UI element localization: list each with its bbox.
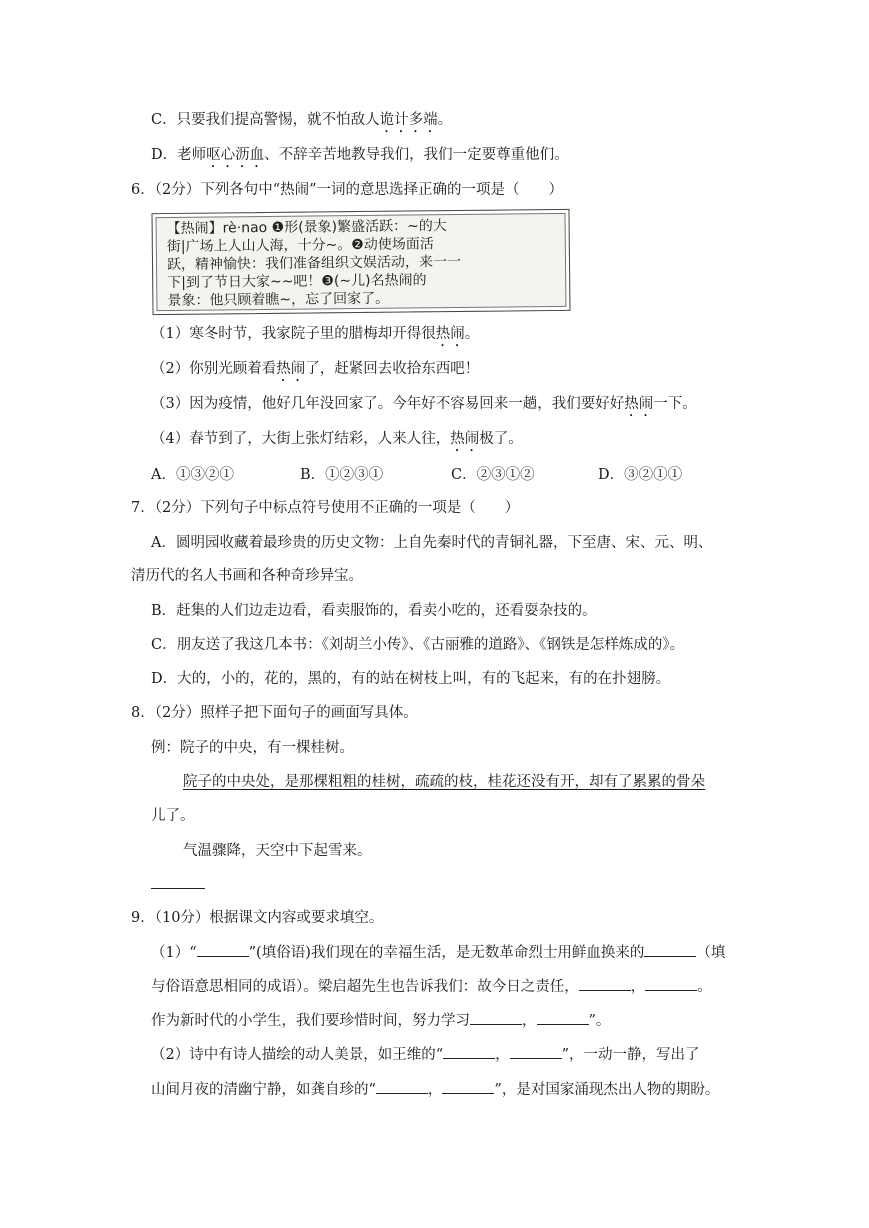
q8-example: 例：院子的中央，有一棵桂树。 (151, 740, 354, 756)
q7-option-a: A．圆明园收藏着最珍贵的历史文物：上自先秦时代的青铜礼器，下至唐、宋、元、明、 (151, 535, 713, 551)
answer-blank[interactable] (197, 942, 249, 957)
dict-line: 【热闹】rè·nao ❶形(景象)繁盛活跃：~的大 (166, 218, 447, 238)
q6-option-b: B．①②③① (300, 467, 384, 483)
q9-line-1: （1）“ ”(填俗语)我们现在的幸福生活，是无数革命烈士用鲜血换来的 （填 (151, 942, 725, 963)
dict-line: 跃，精神愉快：我们准备组织文娱活动，来一一 (166, 253, 462, 274)
q7-stem: 7．（2分）下列句子中标点符号使用不正确的一项是（ ） (131, 500, 520, 516)
q6-stem: 6．（2分）下列各句中“热闹”一词的意思选择正确的一项是（ ） (131, 182, 564, 198)
q8-example-answer-cont: 儿了。 (151, 808, 195, 824)
q7-option-b: B．赶集的人们边走边看，看卖服饰的，看卖小吃的，还看耍杂技的。 (151, 603, 597, 619)
q7-option-c: C．朋友送了我这几本书：《刘胡兰小传》、《古丽雅的道路》、《钢铁是怎样炼成的》。 (151, 637, 685, 653)
emphasized-word: 热闹 (450, 431, 480, 447)
emphasized-word: 热闹 (624, 396, 654, 412)
q7-option-a-cont: 清历代的名人书画和各种奇珍异宝。 (131, 568, 363, 584)
q9-line-5: 山间月夜的清幽宁静，如龚自珍的“ ， ”，是对国家涌现杰出人物的期盼。 (151, 1079, 719, 1100)
q6-sentence-1: （1）寒冬时节，我家院子里的腊梅却开得很热闹。 (151, 326, 480, 342)
q6-option-d: D．③②①① (598, 467, 683, 483)
answer-blank[interactable] (443, 1044, 495, 1059)
q9-line-2: 与俗语意思相同的成语）。梁启超先生也告诉我们：故今日之责任， ， 。 (151, 976, 712, 997)
dict-line: 街|广场上人山人海，十分~。❷动使场面活 (166, 236, 434, 256)
answer-blank[interactable] (644, 942, 696, 957)
emphasized-word: 诡计多端 (379, 112, 438, 128)
answer-blank[interactable] (442, 1079, 494, 1094)
answer-blank[interactable] (376, 1079, 428, 1094)
answer-blank[interactable] (645, 976, 697, 991)
emphasized-word: 热闹 (276, 361, 306, 377)
dict-line: 下|到了节日大家~~吧！❸(~儿)名热闹的 (167, 272, 427, 292)
q6-option-a: A．①③②① (151, 467, 234, 483)
q6-sentence-3: （3）因为疫情，他好几年没回家了。今年好不容易回来一趟，我们要好好热闹一下。 (151, 396, 697, 412)
emphasized-word: 呕心沥血 (206, 147, 265, 163)
dictionary-entry-image (151, 209, 570, 315)
q6-option-c: C．②③①② (451, 467, 535, 483)
q8-task-sentence: 气温骤降，天空中下起雪来。 (183, 843, 372, 859)
q7-option-d: D．大的，小的，花的，黑的，有的站在树枝上叫，有的飞起来，有的在扑翅膀。 (151, 671, 671, 687)
q5-option-c: C．只要我们提高警惕，就不怕敌人诡计多端。 (151, 112, 453, 128)
q9-line-3: 作为新时代的小学生，我们要珍惜时间，努力学习 ， ”。 (151, 1010, 610, 1031)
q8-example-answer: 院子的中央处，是那棵粗粗的桂树，疏疏的枝，桂花还没有开，却有了累累的骨朵 (183, 774, 705, 790)
q8-stem: 8．（2分）照样子把下面句子的画面写具体。 (131, 705, 418, 721)
answer-blank[interactable] (470, 1010, 522, 1025)
answer-blank[interactable] (537, 1010, 589, 1025)
q9-line-4: （2）诗中有诗人描绘的动人美景，如王维的“ ， ”，一动一静，写出了 (151, 1044, 700, 1065)
q6-sentence-4: （4）春节到了，大街上张灯结彩，人来人往，热闹极了。 (151, 431, 523, 447)
dict-line: 景象：他只顾着瞧~，忘了回家了。 (167, 290, 390, 310)
answer-blank[interactable] (510, 1044, 562, 1059)
answer-blank[interactable] (151, 888, 205, 889)
answer-blank[interactable] (579, 976, 631, 991)
emphasized-word: 热闹 (435, 326, 465, 342)
q6-sentence-2: （2）你别光顾着看热闹了，赶紧回去收拾东西吧！ (151, 361, 480, 377)
q9-stem: 9．（10分）根据课文内容或要求填空。 (131, 910, 384, 926)
q5-option-d: D．老师呕心沥血、不辞辛苦地教导我们，我们一定要尊重他们。 (151, 147, 569, 163)
